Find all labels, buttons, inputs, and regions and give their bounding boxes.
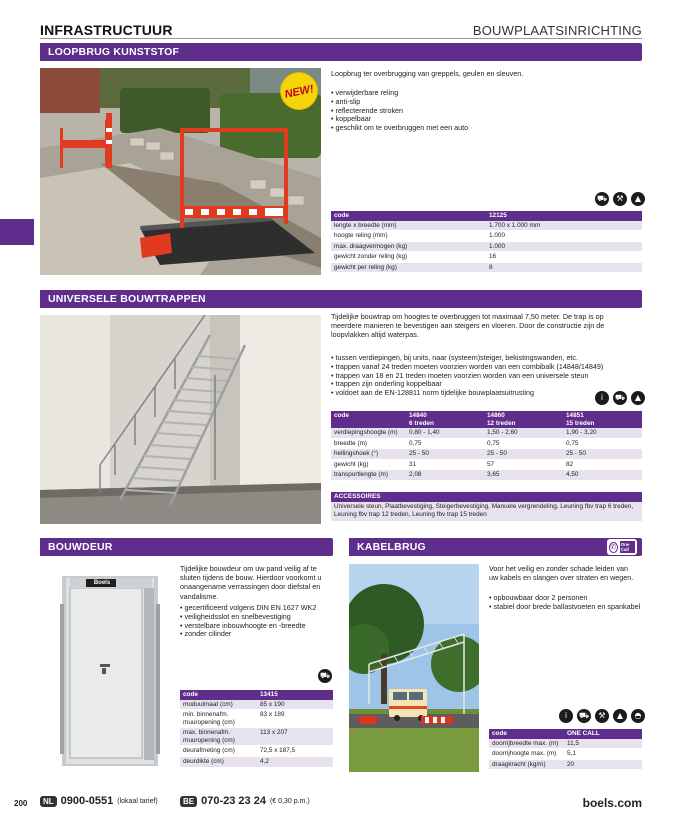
table-header	[563, 411, 642, 428]
table-cell: 5,1	[564, 749, 642, 760]
table-row	[331, 438, 642, 449]
accessoires-text: Universele steun, Plaatbevestiging, Steigerbevestiging, Manuele vergrendeling, Leuning fbv trap 6 treden, Leuning fbv trap 12 treden, Leuning fbv trap 15 treden	[331, 502, 642, 521]
table-cell: 2,08	[406, 470, 484, 481]
table-cell: max. binnenafm. muuropening (cm)	[180, 728, 257, 746]
table-cell: gewicht (kg)	[331, 459, 406, 470]
table-cell: 25 - 50	[406, 449, 484, 460]
info-icon: i	[595, 391, 609, 405]
table-cell: 113 x 207	[257, 728, 333, 746]
table-cell: breedte (m)	[331, 438, 406, 449]
list-item: • koppelbaar	[331, 115, 636, 124]
table-row	[489, 759, 642, 770]
header-divider	[40, 38, 642, 39]
trappen-accessoires	[331, 492, 642, 521]
table-row	[331, 428, 642, 438]
list-item: • reflecterende stroken	[331, 107, 636, 116]
list-item: • stabiel door brede ballastvoeten en spankabel	[489, 603, 642, 612]
table-cell: 57	[484, 459, 563, 470]
table-header: code	[489, 729, 564, 739]
table-cell: 82	[563, 459, 642, 470]
list-item: • trappen vanaf 24 treden moeten voorzien worden van een combibalk (14848/14849)	[331, 363, 642, 372]
table-row	[489, 749, 642, 760]
table-row	[180, 710, 333, 728]
loopbrug-description: Loopbrug ter overbrugging van greppels, geulen en sleuven.	[331, 69, 524, 78]
loopbrug-spec-table	[331, 211, 642, 273]
kabelbrug-icons	[559, 709, 645, 723]
country-code-be: BE	[180, 796, 197, 807]
list-item: • trappen zijn onderling koppelbaar	[331, 380, 642, 389]
hand-truck-icon: ⛟	[613, 391, 627, 405]
trappen-spec-table	[331, 411, 642, 481]
table-row	[180, 746, 333, 757]
kabelbrug-bullets	[489, 594, 642, 612]
table-cell: 0,75	[484, 438, 563, 449]
phone-icon: ✆	[610, 543, 617, 551]
bouwdeur-title-bar	[40, 538, 333, 556]
bouwdeur-bullets	[180, 604, 335, 639]
accessoires-label: ACCESSOIRES	[331, 492, 642, 502]
bouwdeur-spec-table	[180, 690, 333, 768]
boot-icon: ▲	[631, 192, 645, 206]
table-cell: 20	[564, 759, 642, 770]
table-header	[331, 411, 406, 428]
one-call-label: One Call	[620, 541, 635, 553]
boot-icon: ▲	[613, 709, 627, 723]
table-header-sub: 6 treden	[409, 419, 434, 427]
table-header: 12125	[486, 211, 642, 221]
table-header: code	[180, 690, 257, 700]
table-row	[180, 700, 333, 710]
table-cell: 0,75	[563, 438, 642, 449]
kabelbrug-title: KABELBRUG	[357, 541, 426, 553]
table-cell: 11,5	[564, 739, 642, 749]
table-header	[484, 411, 563, 428]
table-cell: 0,75	[406, 438, 484, 449]
phone-note-be: (€ 0,30 p.m.)	[269, 797, 310, 805]
trappen-icons	[595, 391, 645, 405]
table-cell: 85 x 190	[257, 700, 333, 710]
table-cell: 16	[486, 252, 642, 263]
trappen-title: UNIVERSELE BOUWTRAPPEN	[48, 293, 206, 305]
phone-note-nl: (lokaal tarief)	[117, 797, 158, 805]
phone-number-nl[interactable]: 0900-0551	[60, 795, 114, 807]
list-item: • opbouwbaar door 2 personen	[489, 594, 642, 603]
table-cell: 3,65	[484, 470, 563, 481]
table-cell: deurdikte (cm)	[180, 757, 257, 768]
table-cell: 1,90 - 3,20	[563, 428, 642, 438]
table-cell: 83 x 189	[257, 710, 333, 728]
table-row	[331, 470, 642, 481]
country-code-nl: NL	[40, 796, 57, 807]
trappen-photo	[40, 315, 321, 524]
no-tools-icon: ⚒	[595, 709, 609, 723]
table-cell: draagkracht (kg/m)	[489, 759, 564, 770]
table-row	[180, 757, 333, 768]
table-row	[489, 739, 642, 749]
list-item: • anti-slip	[331, 98, 636, 107]
kabelbrug-title-bar	[349, 538, 642, 556]
edge-tab	[0, 219, 34, 245]
table-row	[331, 241, 642, 252]
table-header: code	[331, 211, 486, 221]
list-item: • zonder cilinder	[180, 630, 335, 639]
loopbrug-title-bar	[40, 43, 642, 61]
loopbrug-bullets	[331, 89, 636, 133]
table-cell: max. draagvermogen (kg)	[331, 241, 486, 252]
helmet-icon: ◓	[631, 709, 645, 723]
table-cell: doorrijbreedte max. (m)	[489, 739, 564, 749]
list-item: • trappen van 18 en 21 treden moeten voorzien worden van een universele steun	[331, 372, 642, 381]
page-number: 200	[14, 799, 28, 808]
new-badge: NEW!	[276, 68, 321, 113]
table-cell: 4,2	[257, 757, 333, 768]
table-cell: 4,50	[563, 470, 642, 481]
table-header: ONE CALL	[564, 729, 642, 739]
table-cell: gewicht zonder reling (kg)	[331, 252, 486, 263]
info-icon: i	[559, 709, 573, 723]
table-header-code: 14840	[409, 412, 427, 419]
kabelbrug-description: Voor het veilig en zonder schade leiden van uw kabels en slangen over straten en wegen.	[489, 564, 634, 583]
list-item: • tussen verdiepingen, bij units, naar (systeem)steiger, bekistingswanden, etc.	[331, 354, 642, 363]
table-cell: lengte x breedte (mm)	[331, 221, 486, 231]
table-cell: hoogte reling (mm)	[331, 231, 486, 242]
table-row	[331, 459, 642, 470]
bouwdeur-title: BOUWDEUR	[48, 541, 113, 553]
table-row	[331, 449, 642, 460]
table-cell: 1,50 - 2,60	[484, 428, 563, 438]
bouwdeur-description: Tijdelijke bouwdeur om uw pand veilig af te sluiten tijdens de bouw. Hierdoor voorkomt u onaangename verrassingen door diefstal en vandalisme.	[180, 564, 322, 601]
table-row	[331, 262, 642, 273]
table-cell: 0,80 - 1,40	[406, 428, 484, 438]
table-header	[406, 411, 484, 428]
table-row	[331, 221, 642, 231]
list-item: • verstelbare inbouwhoogte en -breedte	[180, 622, 335, 631]
table-header-code: 14860	[487, 412, 505, 419]
hand-truck-icon: ⛟	[577, 709, 591, 723]
table-cell: deurafmeting (cm)	[180, 746, 257, 757]
table-cell: gewicht per reling (kg)	[331, 262, 486, 273]
table-header-code: code	[334, 412, 349, 419]
table-cell: 31	[406, 459, 484, 470]
table-cell: min. binnenafm. muuropening (cm)	[180, 710, 257, 728]
table-cell: 1.000	[486, 241, 642, 252]
table-cell: 72,5 x 187,5	[257, 746, 333, 757]
table-header: 13415	[257, 690, 333, 700]
boels-logo: Boels	[93, 580, 111, 586]
table-cell: 25 - 50	[563, 449, 642, 460]
table-header-code: 14851	[566, 412, 584, 419]
table-row	[331, 252, 642, 263]
list-item: • gecertificeerd volgens DIN EN 1627 WK2	[180, 604, 335, 613]
footer-phone-nl	[40, 795, 158, 807]
table-header-sub: 15 treden	[566, 419, 595, 427]
loopbrug-icons	[595, 192, 645, 206]
section-title: INFRASTRUCTUUR	[40, 22, 173, 38]
hand-truck-icon: ⛟	[595, 192, 609, 206]
list-item: • geschikt om te overbruggen met een auto	[331, 124, 636, 133]
no-tools-icon: ⚒	[613, 192, 627, 206]
table-cell: 1.700 x 1.000 mm	[486, 221, 642, 231]
list-item: • voldoet aan de EN-128811 norm tijdelijke bouwplaatsuitrusting	[331, 389, 642, 398]
bouwdeur-photo	[40, 564, 170, 772]
table-row	[331, 231, 642, 242]
trappen-title-bar	[40, 290, 642, 308]
table-cell: transportlengte (m)	[331, 470, 406, 481]
list-item: • verwijderbare reling	[331, 89, 636, 98]
one-call-badge	[607, 539, 637, 555]
list-item: • veiligheidsslot en snelbevestiging	[180, 613, 335, 622]
loopbrug-photo	[40, 68, 321, 275]
table-cell: 1.000	[486, 231, 642, 242]
category-title: BOUWPLAATSINRICHTING	[472, 23, 642, 38]
table-cell: hellingshoek (°)	[331, 449, 406, 460]
table-cell: verdiepingshoogte (m)	[331, 428, 406, 438]
table-cell: moduulmaat (cm)	[180, 700, 257, 710]
bouwdeur-icons	[318, 669, 332, 683]
hand-truck-icon: ⛟	[318, 669, 332, 683]
kabelbrug-spec-table	[489, 729, 642, 770]
table-header-sub: 12 treden	[487, 419, 516, 427]
phone-number-be[interactable]: 070-23 23 24	[201, 795, 266, 807]
kabelbrug-photo	[349, 564, 479, 772]
table-cell: 8	[486, 262, 642, 273]
loopbrug-title: LOOPBRUG KUNSTSTOF	[48, 46, 180, 58]
table-cell: doorrijhoogte max. (m)	[489, 749, 564, 760]
table-cell: 25 - 50	[484, 449, 563, 460]
footer-phone-be	[180, 795, 310, 807]
website-link[interactable]: boels.com	[582, 796, 642, 810]
table-row	[180, 728, 333, 746]
boot-icon: ▲	[631, 391, 645, 405]
trappen-description: Tijdelijke bouwtrap om hoogtes te overbruggen tot maximaal 7,50 meter. De trap is op meerdere manieren te bevestigen aan steigers en vloeren. Door de constructie zijn de loopvlakken altijd waterpas.	[331, 312, 605, 340]
